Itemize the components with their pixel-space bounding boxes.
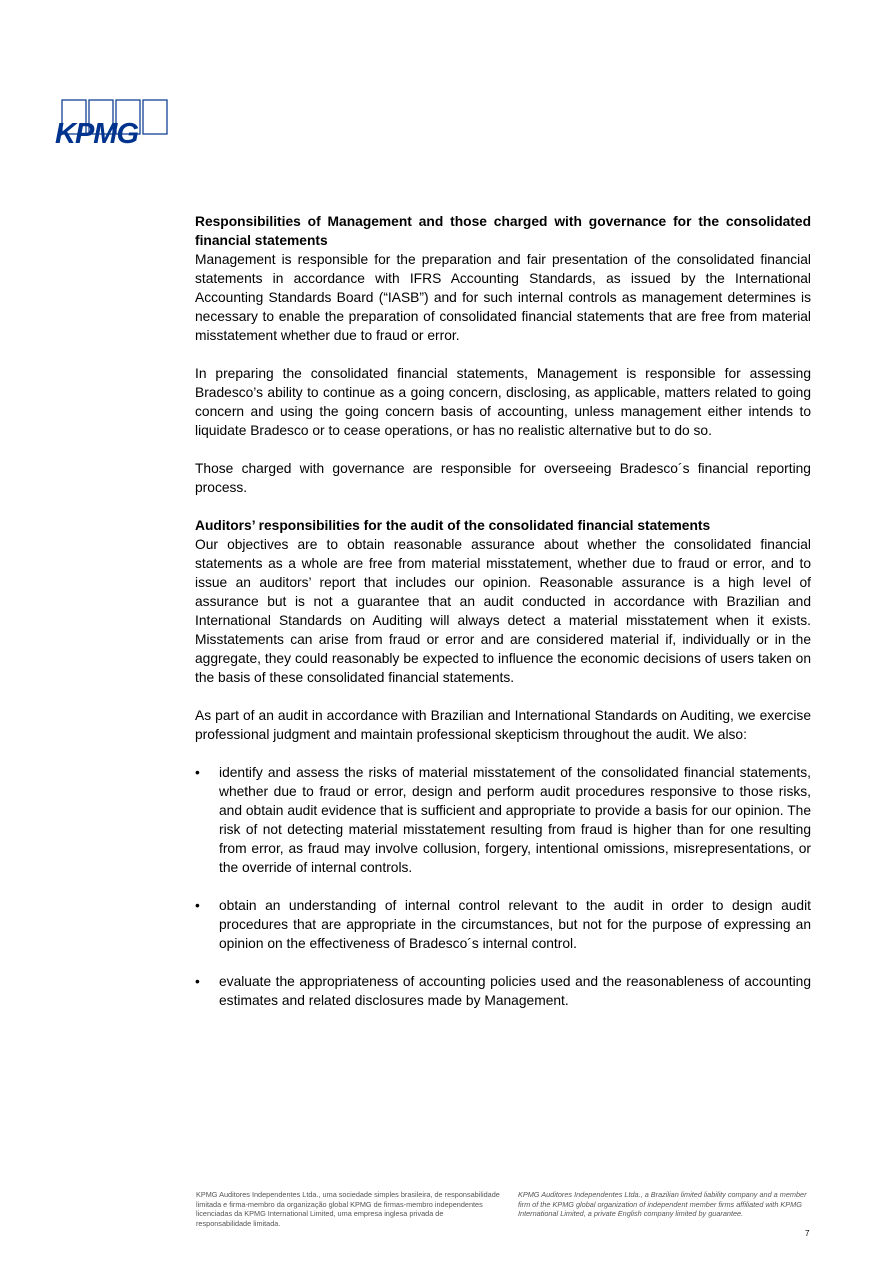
paragraph: As part of an audit in accordance with Brazilian and International Standards on Auditing, we exercise professional judgment and maintain professional skepticism throughout the audit. We also: <box>195 708 811 742</box>
paragraph: Management is responsible for the preparation and fair presentation of the consolidated financial statements in accordance with IFRS Accounting Standards, as issued by the International Accounting Standards Board (“IASB”) and for such internal controls as management determines is necessary to enable the preparation of consolidated financial statements that are free from material misstatement whether due to fraud or error. <box>195 252 811 343</box>
paragraph: Our objectives are to obtain reasonable assurance about whether the consolidated financial statements as a whole are free from material misstatement, whether due to fraud or error, and to issue an auditors’ report that includes our opinion. Reasonable assurance is a high level of assurance but is not a guarantee that an audit conducted in accordance with Brazilian and International Standards on Auditing will always detect a material misstatement when it exists. Misstatements can arise from fraud or error and are considered material if, individually or in the aggregate, they could reasonably be expected to influence the economic decisions of users taken on the basis of these consolidated financial statements. <box>195 537 811 685</box>
kpmg-logo <box>54 99 172 145</box>
footer-legal-portuguese: KPMG Auditores Independentes Ltda., uma sociedade simples brasileira, de responsabilidade limitada e firma-membro da organização global KPMG de firmas-membro independentes licenciadas da KPMG International Limited, uma empresa inglesa privada de responsabilidade limitada. <box>196 1190 500 1228</box>
paragraph: In preparing the consolidated financial statements, Management is responsible for assessing Bradesco’s ability to continue as a going concern, disclosing, as applicable, matters related to going concern and using the going concern basis of accounting, unless management either intends to liquidate Bradesco or to cease operations, or has no realistic alternative but to do so. <box>195 366 811 438</box>
list-item <box>195 896 811 953</box>
list-item <box>195 972 811 1010</box>
list-item <box>195 763 811 877</box>
report-body <box>195 212 811 1029</box>
page-number: 7 <box>805 1229 810 1238</box>
section-heading-auditors: Auditors’ responsibilities for the audit of the consolidated financial statements <box>195 518 711 533</box>
list-item-text: obtain an understanding of internal control relevant to the audit in order to design audit procedures that are appropriate in the circumstances, but not for the purpose of expressing an opinion on the effectiveness of Bradesco´s internal control. <box>219 898 811 951</box>
bullet-icon: • <box>195 974 200 989</box>
list-item-text: identify and assess the risks of material misstatement of the consolidated financial statements, whether due to fraud or error, design and perform audit procedures responsive to those risks, and obtain audit evidence that is sufficient and appropriate to provide a basis for our opinion. The risk of not detecting material misstatement resulting from fraud is higher than for one resulting from error, as fraud may involve collusion, forgery, intentional omissions, misrepresentations, or the override of internal controls. <box>219 765 811 875</box>
bullet-icon: • <box>195 898 200 913</box>
paragraph: Those charged with governance are responsible for overseeing Bradesco´s financial reporting process. <box>195 461 811 495</box>
list-item-text: evaluate the appropriateness of accounting policies used and the reasonableness of accounting estimates and related disclosures made by Management. <box>219 974 811 1008</box>
responsibilities-list <box>195 763 811 1010</box>
section-heading-management: Responsibilities of Management and those charged with governance for the consolidated financial statements <box>195 214 811 248</box>
svg-text:KPMG: KPMG <box>55 118 138 145</box>
footer-legal-english: KPMG Auditores Independentes Ltda., a Brazilian limited liability company and a member firm of the KPMG global organization of independent member firms affiliated with KPMG International Limited, a private English company limited by guarantee. <box>518 1190 807 1219</box>
bullet-icon: • <box>195 765 200 780</box>
